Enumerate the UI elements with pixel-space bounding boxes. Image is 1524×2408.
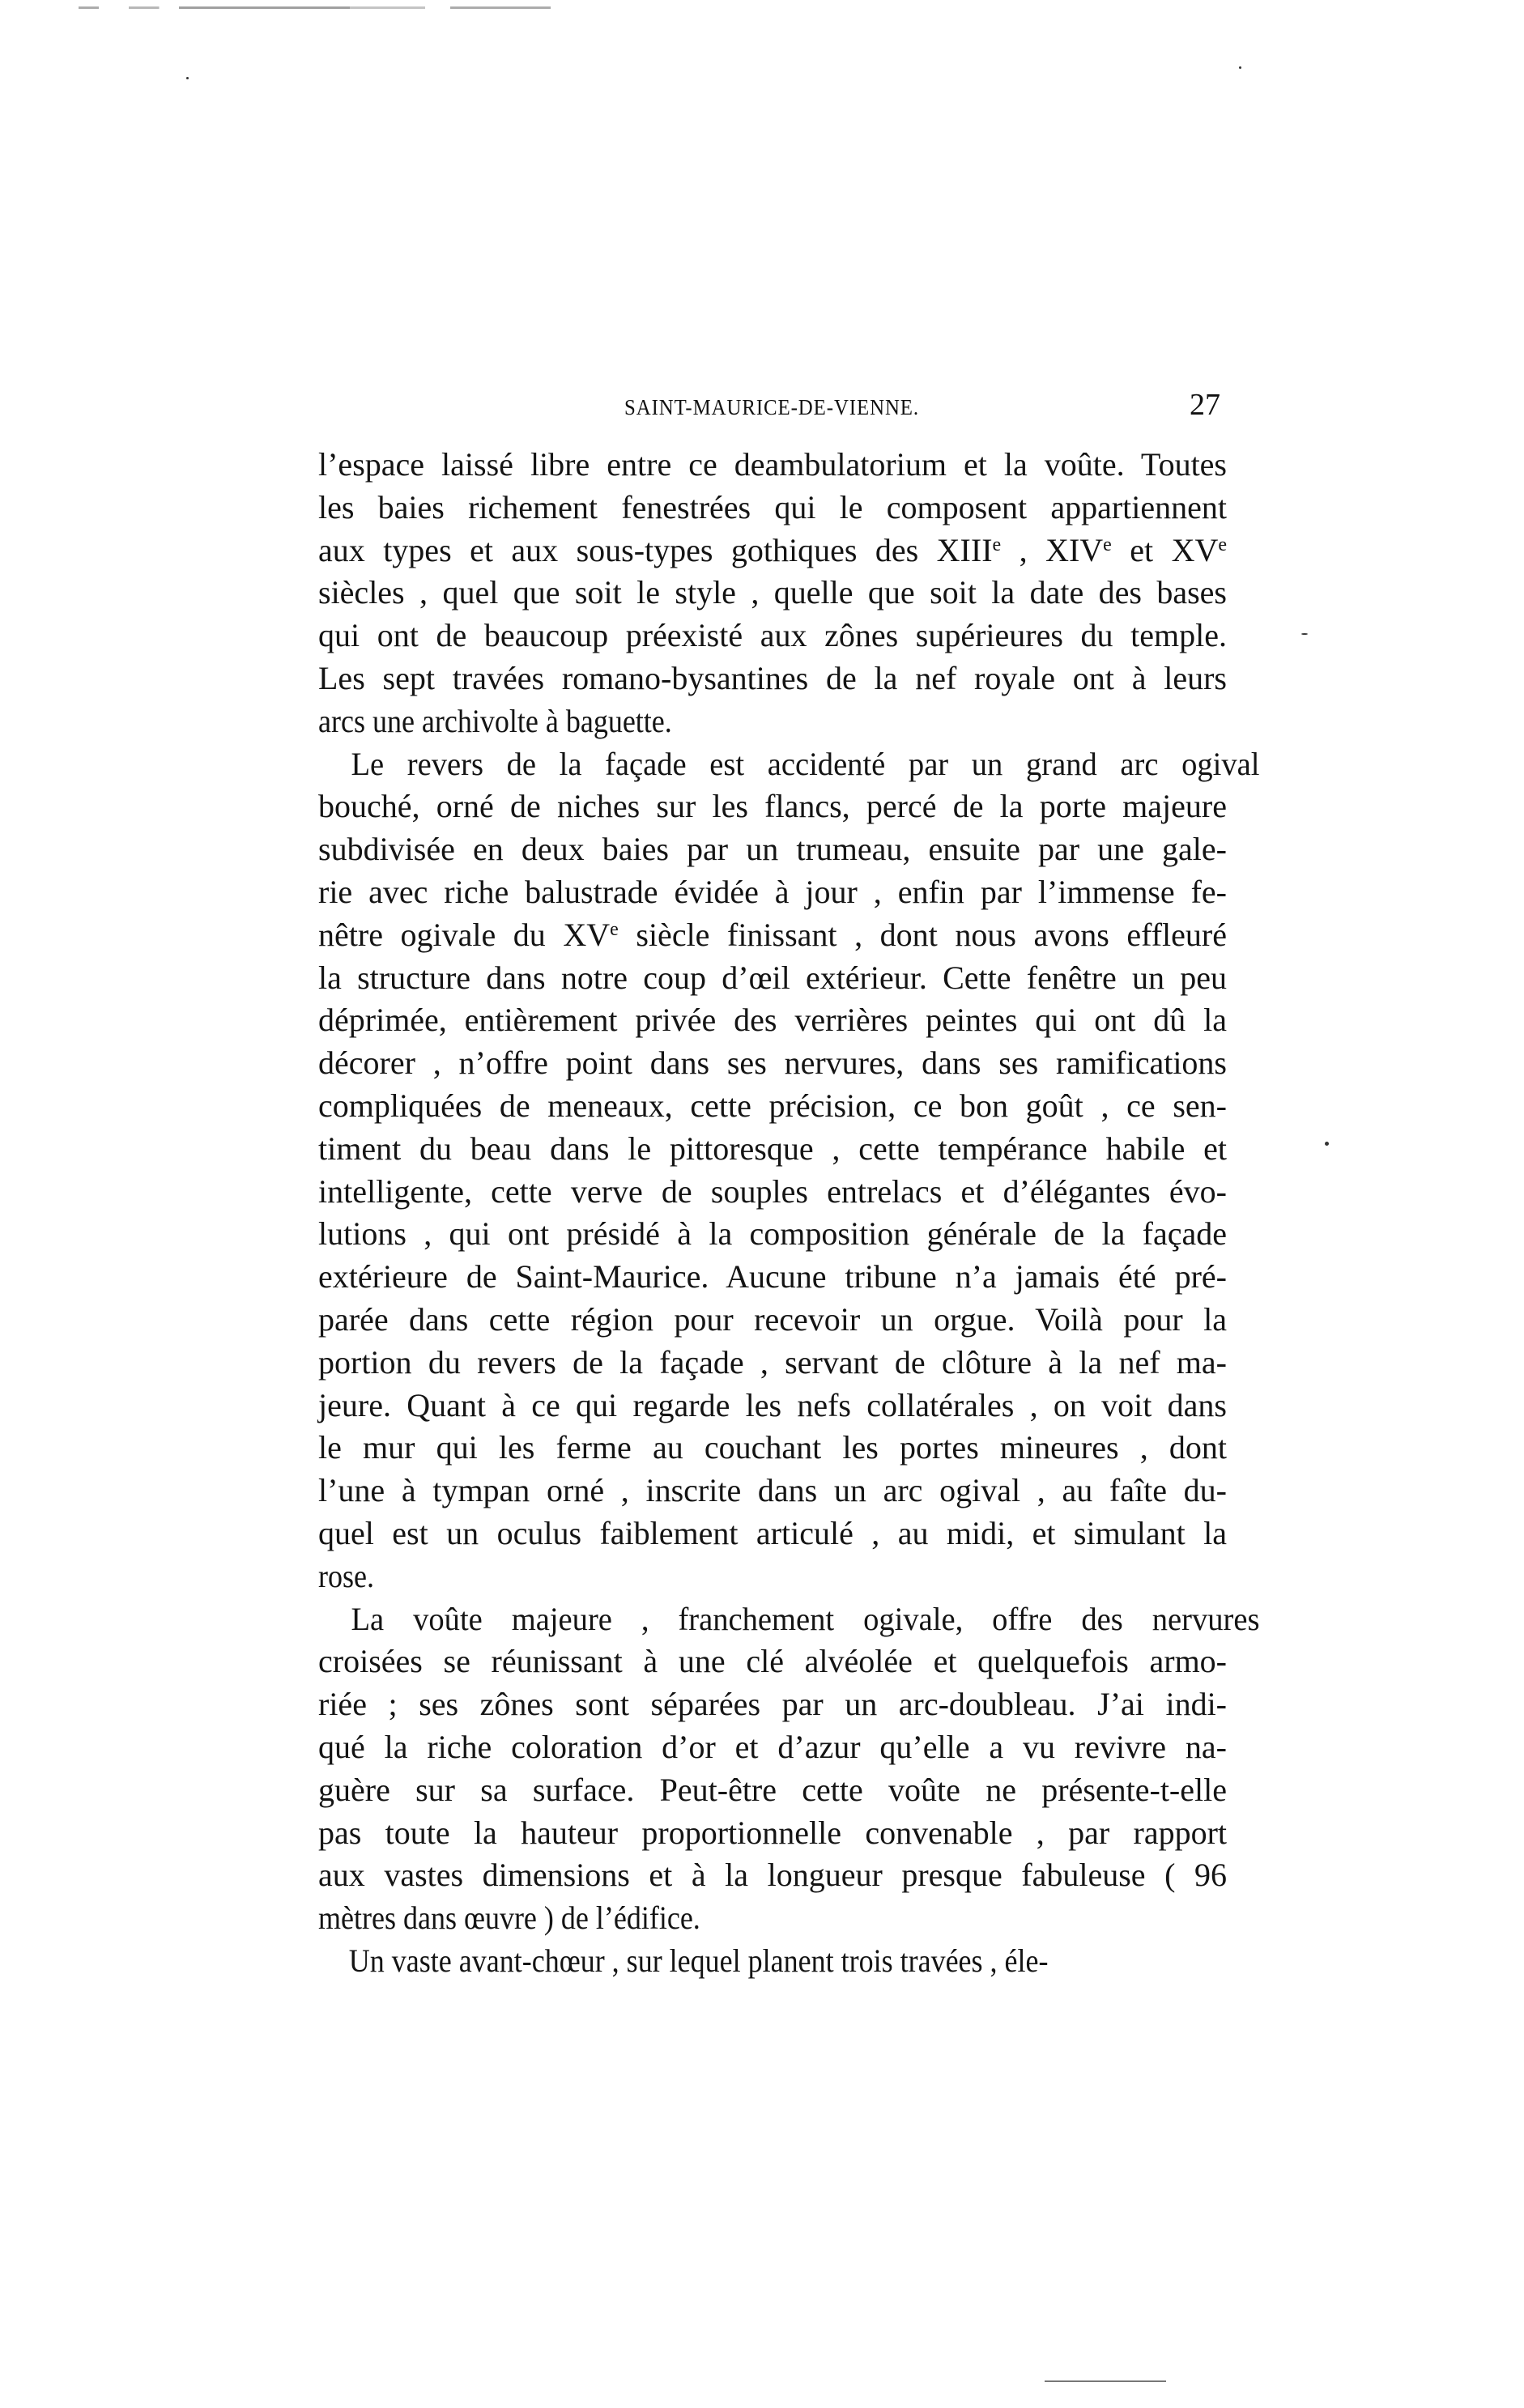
text-line	[318, 530, 1227, 572]
text-run: siècles , quel que soit le style , quelle que soit la date des bases	[318, 574, 1227, 611]
superscript: e	[1103, 534, 1112, 555]
text-line	[318, 871, 1227, 914]
scan-speck	[186, 77, 189, 79]
running-head	[318, 387, 1225, 428]
text-line	[318, 1171, 1227, 1214]
text-run: guère sur sa surface. Peut-être cette voûte ne présente-t-elle	[318, 1771, 1227, 1808]
text-line	[318, 828, 1227, 871]
text-line	[318, 615, 1227, 657]
scan-artifact-bottom	[1045, 2380, 1166, 2382]
scan-speck	[1239, 66, 1241, 69]
text-line	[318, 1683, 1227, 1726]
text-run: la structure dans notre coup d’œil extérieur. Cette fenêtre un peu	[318, 959, 1227, 996]
text-line	[318, 657, 1227, 700]
text-line	[318, 1854, 1227, 1897]
text-run: les baies richement fenestrées qui le composent appartiennent	[318, 488, 1227, 525]
text-line	[318, 1897, 1136, 1940]
text-run: arcs une archivolte à baguette.	[318, 702, 672, 739]
text-line	[318, 1940, 1136, 1983]
text-run: l’espace laissé libre entre ce	[318, 446, 734, 483]
text-run: aux vastes dimensions et à la longueur presque fabuleuse ( 96	[318, 1857, 1227, 1894]
text-line	[318, 914, 1227, 957]
text-line	[318, 1427, 1227, 1470]
scan-speck	[1301, 633, 1308, 635]
text-run: et la voûte. Toutes	[946, 446, 1228, 483]
text-run: quel est un	[318, 1514, 497, 1551]
text-run: timent du beau dans le pittoresque , cette tempérance habile et	[318, 1130, 1227, 1167]
running-title: SAINT-MAURICE-DE-VIENNE.	[624, 395, 920, 419]
text-run: l’une à tympan orné , inscrite dans un arc ogival , au faîte du-	[318, 1472, 1227, 1509]
text-run: , XIV	[1001, 531, 1104, 568]
text-run: riée ; ses zônes sont séparées par un arc-doubleau. J’ai indi-	[318, 1686, 1227, 1723]
text-run: bouché, orné de niches sur les flancs, percé de la porte majeure	[318, 788, 1227, 825]
text-line	[318, 1299, 1227, 1342]
text-line	[318, 957, 1227, 1000]
text-line	[318, 1640, 1227, 1683]
text-run: rose.	[318, 1557, 374, 1594]
text-run: décorer , n’offre point dans ses nervures, dans ses ramifications	[318, 1044, 1227, 1082]
text-run: mètres dans œuvre ) de l’édifice.	[318, 1900, 700, 1937]
text-line	[318, 1726, 1227, 1769]
body-text	[318, 444, 1260, 1983]
text-line	[318, 785, 1227, 828]
superscript: e	[610, 918, 619, 940]
text-run: subdivisée en deux baies par un trumeau, ensuite par une gale-	[318, 831, 1227, 868]
text-run: des XIII	[857, 531, 993, 568]
text-run: le mur qui les ferme au couchant les portes mineures , dont	[318, 1429, 1227, 1466]
text-run: aux types et aux sous-types	[318, 531, 731, 568]
text-line	[318, 1598, 1259, 1641]
text-line	[318, 1085, 1227, 1128]
text-run: portion du revers de la façade , servant de clôture à la nef ma-	[318, 1343, 1227, 1381]
text-line	[318, 444, 1227, 487]
page-number: 27	[1190, 388, 1220, 422]
text-line	[318, 1512, 1227, 1555]
text-run: Les sept travées romano-bysantines de la nef royale ont à leurs	[318, 659, 1227, 696]
text-run: rie avec riche balustrade évidée à jour , enfin par l’immense fe-	[318, 873, 1227, 910]
text-run: compliquées de meneaux, cette précision, ce bon goût , ce sen-	[318, 1087, 1227, 1124]
text-line	[318, 1213, 1227, 1256]
text-line	[318, 1256, 1227, 1299]
text-run: parée dans cette région pour recevoir un orgue. Voilà pour la	[318, 1300, 1227, 1338]
text-run: extérieure de Saint-Maurice. Aucune tribune n’a jamais été pré-	[318, 1258, 1227, 1295]
text-run: pas toute la hauteur proportionnelle convenable , par rapport	[318, 1814, 1227, 1851]
italic-term: deambulatorium	[734, 446, 947, 483]
text-line	[318, 743, 1259, 786]
text-line	[318, 1342, 1227, 1385]
italic-term: oculus	[496, 1514, 582, 1551]
text-run: faiblement articulé , au midi, et simulant la	[581, 1514, 1227, 1551]
italic-term: gothiques	[730, 531, 858, 568]
text-run: croisées se réunissant à une clé alvéolée et quelquefois armo-	[318, 1643, 1227, 1680]
text-run: siècle finissant , dont nous avons effleuré	[618, 916, 1227, 953]
text-run: qué la riche coloration d’or et d’azur qu’elle a vu revivre na-	[318, 1728, 1227, 1765]
text-line	[318, 572, 1227, 615]
text-run: lutions , qui ont présidé à la composition générale de la façade	[318, 1215, 1227, 1253]
text-line	[318, 1769, 1227, 1812]
text-line	[318, 1555, 1136, 1598]
text-line	[318, 1128, 1227, 1171]
text-run: jeure. Quant à ce qui regarde les nefs collatérales , on voit dans	[318, 1386, 1227, 1423]
text-run: La voûte majeure , franchement ogivale, offre des nervures	[351, 1600, 1260, 1637]
text-line	[318, 1470, 1227, 1512]
text-line	[318, 1812, 1227, 1855]
text-run: déprimée, entièrement privée des verrières peintes qui ont dû la	[318, 1002, 1227, 1039]
text-line	[318, 1042, 1227, 1085]
text-run: et XV	[1111, 531, 1219, 568]
text-run: qui ont de beaucoup préexisté aux zônes supérieures du temple.	[318, 617, 1227, 654]
scan-speck	[1325, 1142, 1329, 1146]
text-run: Un vaste avant-chœur , sur lequel planent trois travées , éle-	[348, 1942, 1049, 1979]
text-line	[318, 487, 1227, 530]
text-line	[318, 1385, 1227, 1427]
text-line	[318, 999, 1227, 1042]
text-line	[318, 700, 1136, 743]
scan-artifact-top	[49, 6, 551, 9]
superscript: e	[992, 534, 1002, 555]
text-run: nêtre ogivale du XV	[318, 916, 611, 953]
text-run: intelligente, cette verve de souples entrelacs et d’élégantes évo-	[318, 1172, 1227, 1210]
text-run: Le revers de la façade est accidenté par un grand arc ogival	[351, 745, 1260, 782]
superscript: e	[1218, 534, 1228, 555]
